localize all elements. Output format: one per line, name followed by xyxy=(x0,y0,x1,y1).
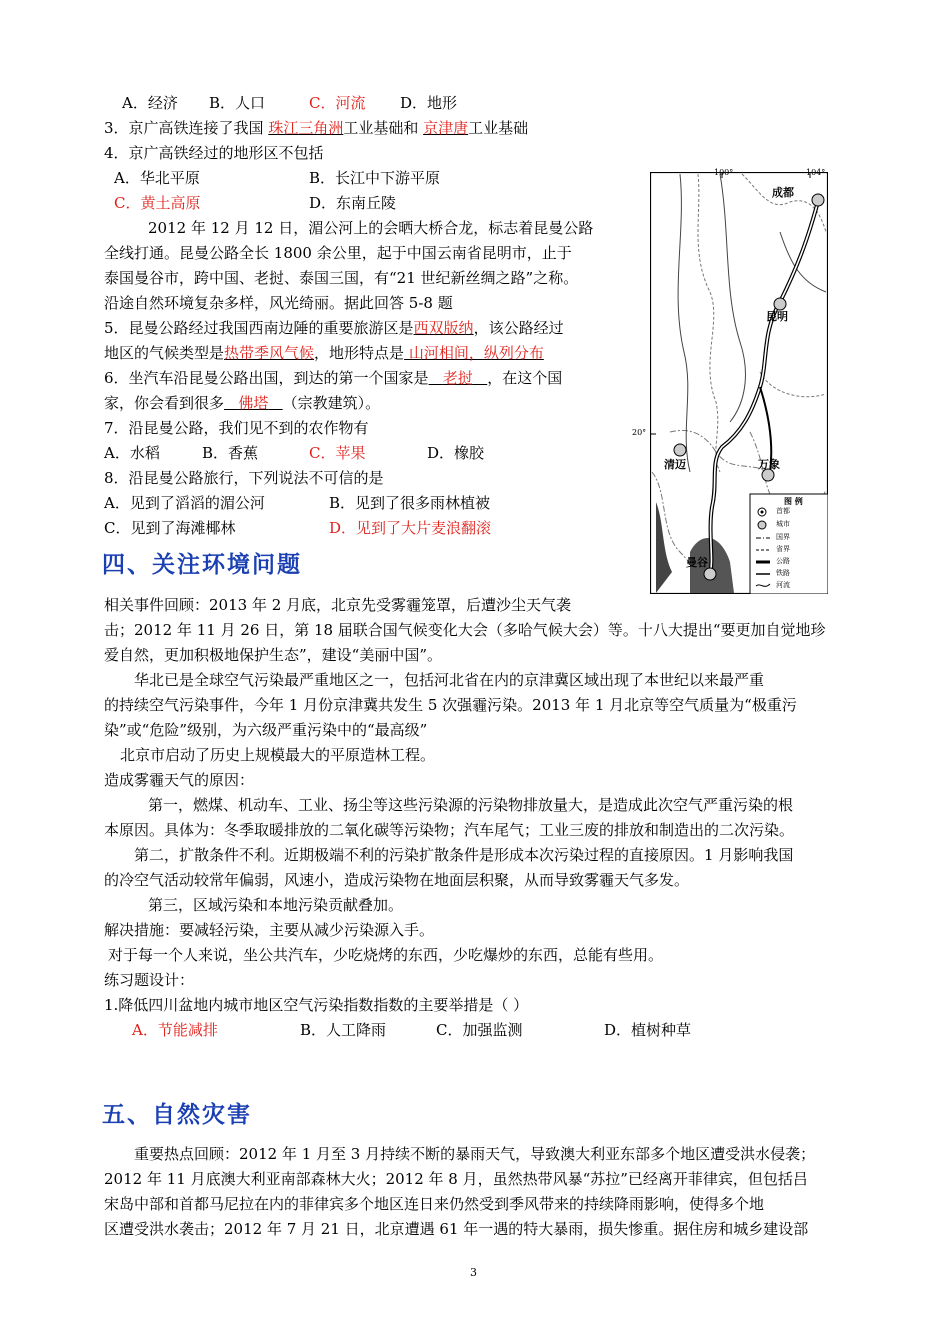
paragraph-line: 的持续空气污染事件，今年 1 月份京津冀共发生 5 次强霾污染。2013 年 1 月北京等空气质量为“极重污 xyxy=(104,696,797,714)
legend-item: 铁路 xyxy=(776,569,790,577)
answer-blank: 佛塔 xyxy=(238,394,269,412)
route-map xyxy=(632,168,828,594)
option-b: B．长江中下游平原 xyxy=(309,169,441,187)
answer-blank: 山河相间，纵列分布 xyxy=(404,344,544,362)
paragraph-line: 染”或“危险”级别，为六级严重污染中的“最高级” xyxy=(104,721,428,739)
city-label-chiang-mai: 清迈 xyxy=(664,458,686,471)
section-heading: 五、自然灾害 xyxy=(102,1102,252,1128)
option-b: B．香蕉 xyxy=(202,444,259,462)
city-label-chengdu: 成都 xyxy=(772,186,794,199)
city-label-kunming: 昆明 xyxy=(766,310,788,323)
option-a: A．华北平原 xyxy=(114,169,200,187)
paragraph-line: 2012 年 12 月 12 日，湄公河上的会晒大桥合龙，标志着昆曼公路 xyxy=(148,219,594,237)
paragraph-line: 的冷空气活动较常年偏弱，风速小，造成污染物在地面层积聚，从而导致雾霾天气多发。 xyxy=(104,871,690,889)
answer-blank: 西双版纳 xyxy=(413,319,474,337)
paragraph-line: 北京市启动了历史上规模最大的平原造林工程。 xyxy=(120,746,436,764)
city-label-bangkok: 曼谷 xyxy=(686,556,708,569)
option-d: D．东南丘陵 xyxy=(309,194,397,212)
legend-item: 国界 xyxy=(776,533,790,541)
section-heading: 四、关注环境问题 xyxy=(102,552,302,578)
latitude-label: 20° xyxy=(632,428,647,437)
paragraph-line: 解决措施：要减轻污染，主要从减少污染源入手。 xyxy=(104,921,435,939)
legend-item: 公路 xyxy=(776,557,790,565)
paragraph-line: 对于每一个人来说，坐公共汽车，少吃烧烤的东西，少吃爆炒的东西，总能有些用。 xyxy=(108,946,664,964)
answer-blank: 京津唐 xyxy=(423,119,469,137)
question-6: 6．坐汽车沿昆曼公路出国，到达的第一个国家是 老挝 ，在这个国 xyxy=(104,369,563,387)
option-c: C．见到了海滩椰林 xyxy=(104,519,236,537)
question-5-line-2: 地区的气候类型是热带季风气候，地形特点是 山河相间，纵列分布 xyxy=(104,344,544,362)
paragraph-line: 爱自然，更加积极地保护生态”，建设“美丽中国”。 xyxy=(104,646,443,664)
question-4-stem: 4．京广高铁经过的地形区不包括 xyxy=(104,144,324,162)
legend-item: 省界 xyxy=(776,545,790,553)
map-graphic xyxy=(650,172,828,594)
paragraph-line: 造成雾霾天气的原因： xyxy=(104,771,255,789)
option-d-answer: D．见到了大片麦浪翻滚 xyxy=(329,519,492,537)
paragraph-line: 全线打通。昆曼公路全长 1800 余公里，起于中国云南省昆明市，止于 xyxy=(104,244,572,262)
option-a: A．经济 xyxy=(122,94,178,112)
option-c-answer: C．苹果 xyxy=(309,444,366,462)
option-d: D．地形 xyxy=(400,94,458,112)
option-d: D．植树种草 xyxy=(604,1021,692,1039)
paragraph-line: 宋岛中部和首都马尼拉在内的菲律宾多个地区连日来仍然受到季风带来的持续降雨影响，使得多个地 xyxy=(104,1195,765,1213)
exercise-question: 1.降低四川盆地内城市地区空气污染指数指数的主要举措是（ ） xyxy=(104,996,529,1014)
legend-item: 首都 xyxy=(776,507,790,515)
question-7-stem: 7．沿昆曼公路，我们见不到的农作物有 xyxy=(104,419,369,437)
option-a: A．水稻 xyxy=(104,444,160,462)
paragraph-line: 泰国曼谷市，跨中国、老挝、泰国三国，有“21 世纪新丝绸之路”之称。 xyxy=(104,269,579,287)
paragraph-line: 本原因。具体为：冬季取暖排放的二氧化碳等污染物；汽车尾气；工业三废的排放和制造出的二次污染。 xyxy=(104,821,795,839)
paragraph-line: 重要热点回顾：2012 年 1 月至 3 月持续不断的暴雨天气，导致澳大利亚东部多个地区遭受洪水侵袭； xyxy=(134,1145,816,1163)
option-b: B．人口 xyxy=(209,94,266,112)
legend-title: 图 例 xyxy=(784,496,803,506)
option-b: B．见到了很多雨林植被 xyxy=(329,494,491,512)
question-8-stem: 8．沿昆曼公路旅行，下列说法不可信的是 xyxy=(104,469,384,487)
longitude-label: 100° xyxy=(714,168,734,177)
answer-blank: 珠江三角洲 xyxy=(268,119,344,137)
legend-item: 河流 xyxy=(776,581,790,589)
paragraph-line: 沿途自然环境复杂多样，风光绮丽。据此回答 5-8 题 xyxy=(104,294,453,312)
option-a: A．见到了滔滔的湄公河 xyxy=(104,494,265,512)
question-5: 5．昆曼公路经过我国西南边陲的重要旅游区是西双版纳，该公路经过 xyxy=(104,319,564,337)
paragraph-line: 击；2012 年 11 月 26 日，第 18 届联合国气候变化大会（多哈气候大会）等。十八大提出“要更加自觉地珍 xyxy=(104,621,826,639)
legend-item: 城市 xyxy=(776,520,790,528)
question-6-line-2: 家，你会看到很多 佛塔 （宗教建筑）。 xyxy=(104,394,381,412)
question-3: 3．京广高铁连接了我国 珠江三角洲工业基础和 京津唐工业基础 xyxy=(104,119,529,137)
answer-blank: 热带季风气候 xyxy=(224,344,315,362)
paragraph-line: 第三，区域污染和本地污染贡献叠加。 xyxy=(148,896,404,914)
page-number: 3 xyxy=(470,1266,477,1279)
option-c-answer: C．河流 xyxy=(309,94,366,112)
option-b: B．人工降雨 xyxy=(300,1021,387,1039)
paragraph-line: 2012 年 11 月底澳大利亚南部森林大火；2012 年 8 月，虽然热带风暴“苏拉”已经离开菲律宾，但包括吕 xyxy=(104,1170,808,1188)
city-label-vientiane: 万象 xyxy=(758,458,780,471)
answer-blank: 老挝 xyxy=(442,369,473,387)
paragraph-line: 相关事件回顾：2013 年 2 月底，北京先受雾霾笼罩，后遭沙尘天气袭 xyxy=(104,596,572,614)
paragraph-line: 华北已是全球空气污染最严重地区之一，包括河北省在内的京津冀区域出现了本世纪以来最严重 xyxy=(134,671,765,689)
paragraph-line: 区遭受洪水袭击；2012 年 7 月 21 日，北京遭遇 61 年一遇的特大暴雨，损失惨重。据住房和城乡建设部 xyxy=(104,1220,809,1238)
option-d: D．橡胶 xyxy=(427,444,485,462)
paragraph-line: 第二，扩散条件不利。近期极端不利的污染扩散条件是形成本次污染过程的直接原因。1 月影响我国 xyxy=(134,846,794,864)
paragraph-line: 练习题设计： xyxy=(104,971,195,989)
option-a-answer: A．节能减排 xyxy=(132,1021,218,1039)
option-c-answer: C．黄土高原 xyxy=(114,194,201,212)
paragraph-line: 第一，燃煤、机动车、工业、扬尘等这些污染源的污染物排放量大，是造成此次空气严重污染的根 xyxy=(148,796,794,814)
longitude-label: 104° xyxy=(806,168,826,177)
option-c: C．加强监测 xyxy=(436,1021,523,1039)
